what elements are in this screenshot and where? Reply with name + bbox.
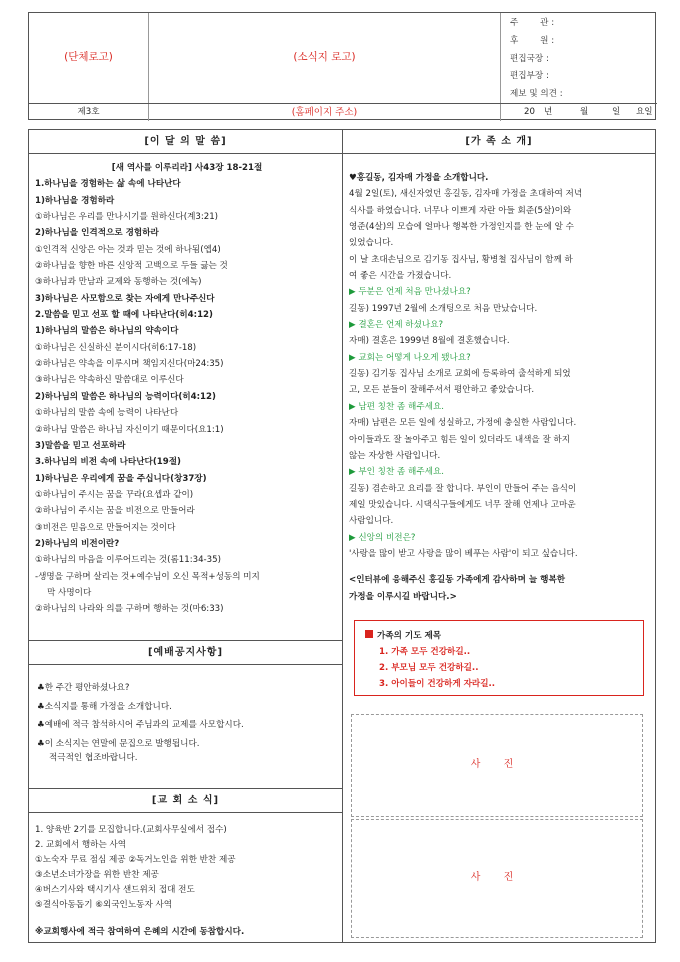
interview-question: ▶ 두분은 언제 처음 만나셨나요? <box>349 287 471 298</box>
interview-answer: '사랑을 많이 받고 사랑을 많이 베푸는 사람'이 되고 싶습니다. <box>349 548 578 559</box>
church-line: ⑤결식아동돕기 ⑥외국인노동자 사역 <box>35 900 173 910</box>
church-section-content <box>35 823 339 940</box>
sermon-line: ①하나님은 신실하신 분이시다(히6:17-18) <box>35 342 197 353</box>
sermon-line: ①인격적 신앙은 아는 것과 믿는 것에 하나됨(엡4) <box>35 244 221 255</box>
publisher-info <box>502 15 657 104</box>
date-weekday-label: 요일 <box>636 107 653 117</box>
date-year-label: 년 <box>544 107 553 117</box>
family-text-line: 이 날 초대손님으로 김기동 집사님, 황병철 집사님이 함께 하 <box>349 254 573 265</box>
family-text-line: 있었습니다. <box>349 238 394 249</box>
sermon-subpoint: 1)하나님을 경험하라 <box>35 195 115 206</box>
sermon-line: ②하나님은 약속을 이루시며 책임지신다(마24:35) <box>35 359 224 370</box>
interview-question: ▶ 남편 칭찬 좀 해주세요. <box>349 401 444 412</box>
church-line: 2. 교회에서 행하는 사역 <box>35 840 127 850</box>
sermon-point-1: 1.하나님을 경험하는 삶 속에 나타난다 <box>35 179 181 190</box>
prayer-item: 1. 가족 모두 건강하길.. <box>379 647 471 657</box>
interview-question: ▶ 신앙의 비전은? <box>349 532 416 543</box>
photo-placeholder-1: 사 진 <box>351 714 643 817</box>
homepage-placeholder: (홈페이지 주소) <box>149 104 501 121</box>
interview-answer: 자매) 결혼은 1999년 8월에 결혼했습니다. <box>349 336 510 347</box>
date-day-label: 일 <box>612 107 621 117</box>
sermon-title: [새 역사를 이루리라] 사43장 18-21절 <box>111 163 263 173</box>
sermon-line: ②하나님을 향한 바른 신앙적 고백으로 두들 긇는 것 <box>35 261 228 272</box>
prayer-item: 3. 아이들이 건강하게 자라길.. <box>379 679 496 689</box>
church-line: ④버스기사와 택시기사 샌드위치 접대 전도 <box>35 885 195 895</box>
interview-answer: 길동) 김기동 집사님 소개로 교회에 등록하여 출석하게 되었 <box>349 369 571 380</box>
sermon-line: ③하나님과 만남과 교제와 동행하는 것(에녹) <box>35 277 202 288</box>
newsletter-logo-placeholder: (소식지 로고) <box>149 13 501 103</box>
date-year-value: 20 <box>524 107 535 117</box>
sermon-subpoint: 2)하나님의 비전이란? <box>35 538 120 549</box>
church-line: 1. 양육반 2기를 모집합니다.(교회사무실에서 접수) <box>35 825 227 835</box>
interview-question: ▶ 부인 칭찬 좀 해주세요. <box>349 467 444 478</box>
family-text-line: 여 좋은 시간을 가졌습니다. <box>349 271 452 282</box>
prayer-requests-box <box>354 620 644 696</box>
notice-line: ♣소식지를 통해 가정을 소개합니다. <box>37 701 172 712</box>
notice-section-content <box>37 679 337 768</box>
issue-date <box>502 104 657 121</box>
sermon-line: ①하나님의 마음을 이루어드리는 것(롬11:34-35) <box>35 555 221 566</box>
interview-answer: 길동) 1997년 2월에 소개팅으로 처음 만났습니다. <box>349 303 538 314</box>
word-section-title: [이 달 의 말 씀] <box>29 130 342 154</box>
column-divider <box>342 130 343 942</box>
photo-placeholder-2: 사 진 <box>351 819 643 938</box>
date-month-label: 월 <box>580 107 589 117</box>
sermon-line: ①하나님은 우리를 만나시기를 원하신다(계3:21) <box>35 212 219 223</box>
notice-line: 적극적인 협조바랍니다. <box>49 753 138 763</box>
church-line: ③소년소녀가장을 위한 반찬 제공 <box>35 870 159 880</box>
notice-line: ♣한 주간 평안하셨나요? <box>37 683 130 693</box>
word-section-content <box>35 160 339 618</box>
sermon-line: ②하나님이 주시는 꿈을 비전으로 만들어라 <box>35 506 195 517</box>
family-intro-heading: ♥홍길동, 김자매 가정을 소개합니다. <box>349 173 489 183</box>
family-section-content <box>349 170 651 605</box>
family-closing-line: 가정을 이루시길 바랍니다.> <box>349 591 457 602</box>
notice-line: ♣이 소식지는 연말에 문집으로 발행됩니다. <box>37 738 200 749</box>
sermon-line: ③비전은 믿음으로 만들어지는 것이다 <box>35 522 176 533</box>
family-section-title: [가 족 소 개] <box>343 130 655 154</box>
family-text-line: 식사를 하였습니다. 너무나 이쁘게 자란 아들 회준(5살)이와 <box>349 205 572 216</box>
meta-sponsor: 후 원 : <box>510 35 555 46</box>
sermon-subpoint: 3)하나님은 사모함으로 찾는 자에게 만나주신다 <box>35 293 215 304</box>
header-bottom-row <box>29 103 657 120</box>
sermon-line: ①하나님이 주시는 꿈을 꾸라(요셉과 같이) <box>35 489 194 500</box>
sermon-subpoint: 3)말씀을 믿고 선포하라 <box>35 440 126 451</box>
sermon-line: ②하나님 말씀은 하나님 자신이기 때문이다(요1:1) <box>35 424 224 435</box>
notice-line: ♣예배에 적극 참석하시어 주님과의 교제를 사모합시다. <box>37 720 244 730</box>
family-text-line: 영준(4살)의 모습에 얼마나 행복한 가정인지를 한 눈에 알 수 <box>349 222 574 233</box>
sermon-line: 막 사명이다 <box>47 587 92 598</box>
church-line: ①노숙자 무료 점심 제공 ②독거노인을 위한 반찬 제공 <box>35 855 236 865</box>
sermon-subpoint: 2)하나님을 인격적으로 경험하라 <box>35 228 159 239</box>
meta-host: 주 관 : <box>510 18 555 28</box>
family-closing-line: <인터뷰에 응해주신 홍길동 가족에게 감사하며 늘 행복한 <box>349 575 566 586</box>
interview-answer: 고, 모든 분들이 잘해주셔서 평안하고 좋았습니다. <box>349 385 535 396</box>
church-section-title: [교 회 소 식] <box>29 789 342 813</box>
notice-section-title: [예배공지사항] <box>29 641 342 665</box>
sermon-point-3: 3.하나님의 비전 속에 나타난다(19절) <box>35 457 181 468</box>
sermon-line: ①하나님의 말씀 속에 능력이 나타난다 <box>35 408 179 419</box>
interview-answer: 제일 맛있습니다. 시댁식구들에게도 너무 잘해 언제나 고마운 <box>349 499 576 510</box>
family-text-line: 4월 2일(토), 새신자였던 홍길동, 김자매 가정을 초대하여 저녁 <box>349 189 583 200</box>
sermon-subpoint: 2)하나님의 말씀은 하나님의 능력이다(히4:12) <box>35 391 216 402</box>
interview-answer: 아이들과도 잘 놀아주고 힘든 일이 있더라도 내색을 잘 하지 <box>349 434 571 445</box>
org-logo-placeholder: (단체로고) <box>29 13 149 103</box>
issue-number: 제3호 <box>29 104 149 121</box>
meta-feedback: 제보 및 의견 : <box>510 89 563 100</box>
newsletter-header <box>28 12 656 120</box>
interview-answer: 자매) 남편은 모든 일에 성실하고, 가정에 충실한 사람입니다. <box>349 418 577 429</box>
red-square-icon <box>365 630 373 638</box>
newsletter-body <box>28 129 656 943</box>
meta-chief-editor: 편집국장 : <box>510 53 549 64</box>
interview-answer: 길동) 겸손하고 요리를 잘 합니다. 부인이 만들어 주는 음식이 <box>349 483 577 494</box>
sermon-line: -생명을 구하며 살리는 것+예수님이 오신 목적+성동의 미지 <box>35 571 260 582</box>
interview-answer: 사람입니다. <box>349 516 394 527</box>
sermon-subpoint: 1)하나님은 우리에게 꿈을 주십니다(창37장) <box>35 473 207 484</box>
sermon-point-2: 2.말씀을 믿고 선포 할 때에 나타난다(히4:12) <box>35 310 213 321</box>
meta-editor: 편집부장 : <box>510 71 549 82</box>
interview-question: ▶ 결혼은 언제 하셨나요? <box>349 320 444 331</box>
interview-answer: 않는 자상한 사람입니다. <box>349 450 441 461</box>
sermon-line: ②하나님의 나라와 의를 구하며 행하는 것(마6:33) <box>35 604 224 615</box>
interview-question: ▶ 교회는 어떻게 나오게 됐나요? <box>349 352 471 363</box>
prayer-item: 2. 부모님 모두 건강하길.. <box>379 663 479 673</box>
church-footer-note: ※교회행사에 적극 참여하여 은혜의 시간에 동참합시다. <box>35 927 245 937</box>
prayer-title: 가족의 기도 제목 <box>365 629 633 644</box>
sermon-line: ③하나님은 약속하신 말씀대로 이루신다 <box>35 375 184 386</box>
sermon-subpoint: 1)하나님의 말씀은 하나님의 약속이다 <box>35 326 179 337</box>
